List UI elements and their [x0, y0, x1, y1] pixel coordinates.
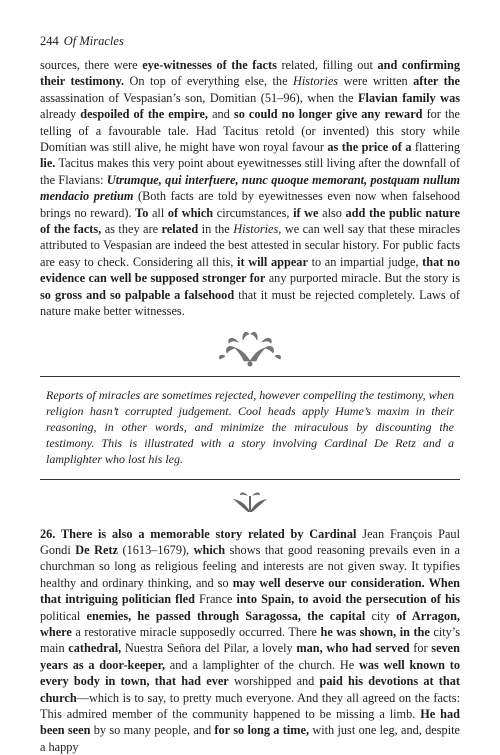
text-run: 26. There is also a memorable story related by Cardinal — [40, 527, 356, 541]
text-run: De Retz — [75, 543, 118, 557]
text-run: seven years as a door-keeper, — [40, 641, 460, 671]
summary-text: Reports of miracles are sometimes rejected, however compelling the testimony, when religion hasn’t corrupted judgement. Cool heads apply Hume’s maxim in their reasoning, in other words, and minimize the miraculous by discounting the testimony. This is illustrated with a story involving Cardinal De Retz and a lamplighter who lost his leg. — [46, 387, 454, 467]
text-run: he was shown, in the — [321, 625, 430, 639]
text-run: into Spain, to avoid the persecution of his — [237, 592, 460, 606]
text-run: sources, there were — [40, 58, 142, 72]
text-run: all — [148, 206, 167, 220]
text-run: for the telling of a favourable tale. Had Tacitus retold (or invented) this story while Domitian was still alive, he might have won royal favour — [40, 107, 460, 154]
text-run: that it must be rejected completely. Laws of nature make better witnesses. — [40, 288, 460, 318]
text-run: it will appear — [237, 255, 308, 269]
text-run: city’s main — [40, 625, 460, 655]
summary-box — [40, 376, 460, 480]
text-run: if we — [293, 206, 318, 220]
text-run: that no evidence can well be supposed stronger for — [40, 255, 460, 285]
text-run: related — [162, 222, 199, 236]
text-run: and confirming their testimony. — [40, 58, 460, 88]
text-run: despoiled of the empire, — [80, 107, 208, 121]
text-run: (Both facts are told by eyewitnesses even now when falsehood brings no reward). — [40, 189, 460, 219]
text-run: for — [410, 641, 432, 655]
text-run: Jean François Paul Gondi — [40, 527, 460, 557]
text-run: of which — [168, 206, 213, 220]
text-run: shows that good reasoning prevails even in a churchman so long as religious feeling and interests are not given sway. It typifies healthy and ordinary thinking, and so — [40, 543, 460, 590]
leaf-ornament-icon — [40, 486, 460, 516]
text-run: which — [194, 543, 225, 557]
text-run: of Arragon, where — [40, 609, 460, 639]
text-run: add the public nature of the facts, — [40, 206, 460, 236]
text-run: also — [319, 206, 346, 220]
text-run: for so long a time, — [214, 723, 309, 737]
text-run: enemies, he passed through Saragossa, the capital — [87, 609, 366, 623]
text-run: To — [135, 206, 148, 220]
floral-ornament-icon — [40, 328, 460, 368]
text-run: cathedral, — [68, 641, 121, 655]
text-run: He had been seen — [40, 707, 460, 737]
text-run: Histories — [233, 222, 278, 236]
text-run: and a lamplighter of the church. He — [165, 658, 359, 672]
text-run: with just one leg, and, despite a happy — [40, 723, 460, 753]
body-paragraph-1 — [40, 57, 460, 320]
text-run: Histories — [293, 74, 338, 88]
text-run: On top of everything else, the — [124, 74, 293, 88]
text-run: lie. — [40, 156, 55, 170]
text-run: Tacitus makes this very point about eyewitnesses still living after the downfall of the Flavians: — [40, 156, 460, 186]
text-run: —which is to say, to pretty much everyone. And they all agreed on the facts: This admired member of the community happened to be missing a limb. — [40, 691, 460, 721]
text-run: flattering — [411, 140, 460, 154]
text-run: any purported miracle. But the story is — [265, 271, 460, 285]
page-number: 244 — [40, 34, 59, 48]
text-run: Nuestra Señora del Pilar, a lovely — [121, 641, 296, 655]
text-run: related, filling out — [277, 58, 378, 72]
text-run: worshipped and — [229, 674, 320, 688]
text-run: France — [195, 592, 237, 606]
text-run: political — [40, 609, 87, 623]
text-run: were written — [338, 74, 413, 88]
text-run: so gross and so palpable a falsehood — [40, 288, 234, 302]
body-paragraph-2 — [40, 526, 460, 755]
text-run: as the price of a — [327, 140, 411, 154]
running-header — [40, 34, 460, 49]
text-run: in the — [198, 222, 233, 236]
text-run: , we can well say that these miracles attributed to Vespasian are indeed the best attested in secular history. For public facts are easy to check. Considering all this, — [40, 222, 460, 269]
text-run: already — [40, 107, 80, 121]
text-run: after the — [413, 74, 460, 88]
text-run: by so many people, and — [90, 723, 214, 737]
text-run: city — [365, 609, 396, 623]
text-run: was well known to every body in town, that had ever — [40, 658, 460, 688]
text-run: (1613–1679), — [118, 543, 194, 557]
text-run: so could no longer give any reward — [234, 107, 423, 121]
text-run: assassination of Vespasian’s son, Domitian (51–96), when the — [40, 91, 358, 105]
text-run: circumstances, — [213, 206, 293, 220]
text-run: to an impartial judge, — [308, 255, 422, 269]
text-run: a restorative miracle supposedly occurred. There — [72, 625, 321, 639]
book-page — [40, 34, 460, 755]
text-run: and — [208, 107, 234, 121]
running-title: Of Miracles — [64, 34, 124, 48]
text-run: Flavian family was — [358, 91, 460, 105]
text-run: Utrumque, qui interfuere, nunc quoque memorant, postquam nullum mendacio pretium — [40, 173, 460, 203]
text-run: man, who had served — [296, 641, 409, 655]
text-run: may well deserve our consideration. When that intriguing politician fled — [40, 576, 460, 606]
text-run: eye-witnesses of the facts — [142, 58, 277, 72]
text-run: paid his devotions at that church — [40, 674, 460, 704]
text-run: as they are — [101, 222, 161, 236]
